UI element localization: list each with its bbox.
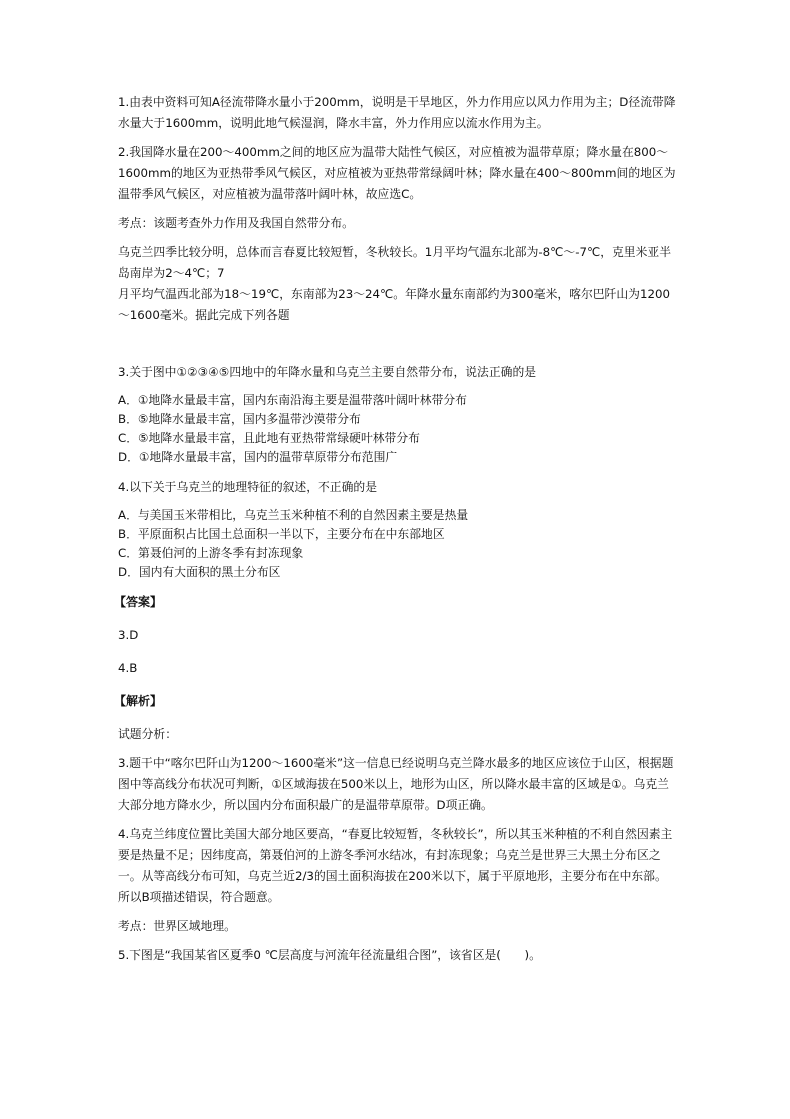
question-4-option-b: B．平原面积占比国土总面积一半以下，主要分布在中东部地区 [118, 527, 445, 541]
document-page [114, 92, 678, 974]
answer-4: 4.B [118, 661, 138, 675]
ukraine-intro [118, 242, 678, 326]
analysis-paragraph-4: 4.乌克兰纬度位置比美国大部分地区要高，“春夏比较短暂，冬秋较长”，所以其玉米种植的不利自然因素主要是热量不足；因纬度高，第聂伯河的上游冬季河水结冰，有封冻现象；乌克兰是世界三大黑土分布区之一。从等高线分布可知，乌克兰近2/3的国土面积海拔在200米以下，属于平原地形，主要分布在中东部。所以B项描述错误，符合题意。 [118, 827, 673, 904]
analysis-paragraph-3: 3.题干中“喀尔巴阡山为1200～1600毫米”这一信息已经说明乌克兰降水最多的地区应该位于山区，根据题图中等高线分布状况可判断，①区域海拔在500米以上，地形为山区，所以降水最丰富的区域是①。乌克兰大部分地方降水少，所以国内分布面积最广的是温带草原带。D项正确。 [118, 756, 674, 812]
explanation-paragraph-1: 1.由表中资料可知A径流带降水量小于200mm，说明是干旱地区，外力作用应以风力作用为主；D径流带降水量大于1600mm，说明此地气候湿润，降水丰富，外力作用应以流水作用为主。 [118, 95, 676, 130]
question-3-option-c: C．⑤地降水量最丰富，且此地有亚热带常绿硬叶林带分布 [118, 431, 420, 445]
answer-heading: 【答案】 [114, 595, 163, 609]
question-4-options [118, 506, 678, 582]
kaodian-line-2: 考点：世界区域地理。 [118, 919, 236, 933]
answer-3: 3.D [118, 628, 139, 642]
spacer [118, 334, 678, 362]
question-3-option-d: D．①地降水量最丰富，国内的温带草原带分布范围广 [118, 450, 398, 464]
intro-line-2: 月平均气温西北部为18～19℃，东南部为23～24℃。年降水量东南部约为300毫米，喀尔巴阡山为1200～1600毫米。据此完成下列各题 [118, 287, 670, 322]
explanation-paragraph-2: 2.我国降水量在200～400mm之间的地区应为温带大陆性气候区，对应植被为温带草原；降水量在800～1600mm的地区为亚热带季风气候区，对应植被为亚热带常绿阔叶林；降水量在400～800mm间的地区为温带季风气候区，对应植被为温带落叶阔叶林，故应选C。 [118, 145, 676, 201]
question-4-option-c: C．第聂伯河的上游冬季有封冻现象 [118, 546, 304, 560]
question-5-stem: 5.下图是“我国某省区夏季0 ℃层高度与河流年径流量组合图”，该省区是( )。 [118, 948, 541, 962]
question-3-stem: 3.关于图中①②③④⑤四地中的年降水量和乌克兰主要自然带分布，说法正确的是 [118, 365, 537, 379]
question-3-options [118, 391, 678, 467]
analysis-heading: 【解析】 [114, 694, 163, 708]
question-3-option-b: B．⑤地降水量最丰富，国内多温带沙漠带分布 [118, 412, 361, 426]
question-4-option-a: A．与美国玉米带相比，乌克兰玉米种植不利的自然因素主要是热量 [118, 508, 469, 522]
question-4-option-d: D．国内有大面积的黑土分布区 [118, 565, 281, 579]
intro-line-1: 乌克兰四季比较分明，总体而言春夏比较短暂，冬秋较长。1月平均气温东北部为-8℃～-7℃，克里米亚半岛南岸为2～4℃；7 [118, 245, 671, 280]
kaodian-line-1: 考点：该题考查外力作用及我国自然带分布。 [118, 216, 354, 230]
question-3-option-a: A．①地降水量最丰富，国内东南沿海主要是温带落叶阔叶林带分布 [118, 393, 467, 407]
analysis-subheading: 试题分析： [118, 727, 177, 741]
question-4-stem: 4.以下关于乌克兰的地理特征的叙述，不正确的是 [118, 480, 377, 494]
